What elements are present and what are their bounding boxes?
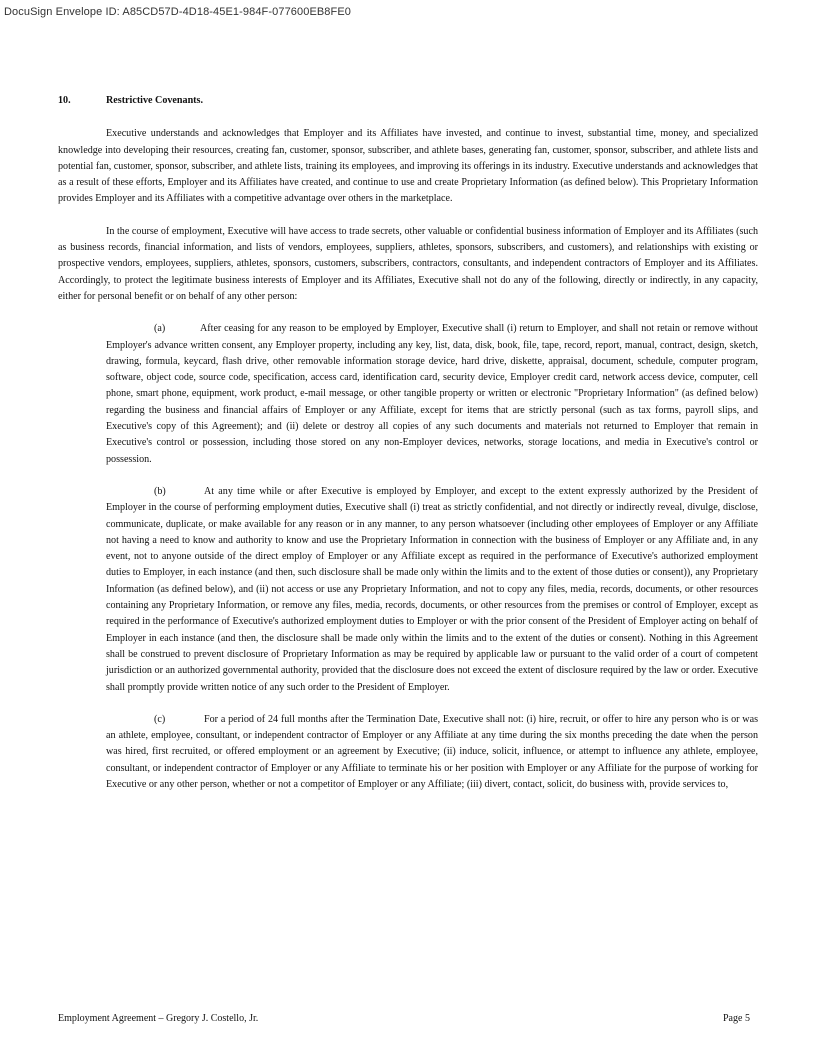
section-title: Restrictive Covenants. [106, 95, 203, 106]
footer-title: Employment Agreement – Gregory J. Costello, Jr. [58, 1013, 259, 1024]
subsection-a [106, 321, 758, 468]
subsection-text: For a period of 24 full months after the Termination Date, Executive shall not: (i) hire, recruit, or offer to hire any person who is or was an athlete, employee, consultant, or independent contractor of Employer or any Affiliate at any time during the six months preceding the date when the person was hired, first recruited, or offered employment or an agreement by Executive; (ii) induce, solicit, influence, or attempt to influence any athlete, employee, consultant, or independent contractor of Employer or any Affiliate to terminate his or her position with Employer or any Affiliate for the purpose of working for Executive or any other person, whether or not a competitor of Employer or any Affiliate; (iii) divert, contact, solicit, do business with, provide services to, [106, 713, 758, 790]
subsection-b [106, 484, 758, 696]
section-number: 10. [58, 95, 71, 106]
subsection-label: (b) [154, 485, 166, 497]
document-body [58, 93, 758, 809]
subsection-label: (a) [154, 323, 166, 335]
subsection-c [106, 712, 758, 793]
subsection-text: After ceasing for any reason to be employed by Employer, Executive shall (i) return to Employer, and shall not retain or remove without Employer's advance written consent, any Employer property, including any key, list, data, disk, book, file, tape, record, report, manual, contract, design, sketch, drawing, formula, keycard, flash drive, other removable information storage device, hard drive, diskette, appraisal, document, schedule, computer program, software, object code, source code, specification, access card, identification card, security device, Employer credit card, network access device, computer, cell phone, smart phone, equipment, work product, e-mail message, or other tangible property or written or electronic "Proprietary Information" (as defined below) regarding the business and financial affairs of Employer or any Affiliate, except for items that are strictly personal (such as tax forms, payroll slips, and Executive's copy of this Agreement); and (ii) delete or destroy all copies of any such documents and materials not returned to Employer that remain in Executive's control or possession, including those stored on any non-Employer devices, networks, storage locations, and media in Executive's control or possession. [106, 323, 758, 465]
subsection-text: At any time while or after Executive is employed by Employer, and except to the extent expressly authorized by the President of Employer in the course of performing employment duties, Executive shall (i) treat as strictly confidential, and not directly or indirectly reveal, divulge, disclose, communicate, duplicate, or make available for any reason or in any manner, to any person whatsoever (including other employees of Employer or any Affiliate not having a need to know and authority to know and use the Proprietary Information in connection with the business of Employer or any Affiliate and, in any event, not to anyone outside of the direct employ of Employer or any Affiliate except as required in the performance of Executive's authorized employment duties to Employer, in each instance (and then, such disclosure shall be made only within the limits and to the extent of those duties or consent)), any Proprietary Information (as defined below), and (ii) not access or use any Proprietary Information, and not to copy any files, media, records, documents, or other resources containing any Proprietary Information, or remove any files, media, records, documents, or other resources from the premises or control of Employer, except as required in the performance of Executive's authorized employment duties to Employer or with the prior consent of the President of Employer acting on behalf of Employer in each instance (and then, the disclosure shall be made only within the limits and to the extent of the duties or consent). Nothing in this Agreement shall be construed to prevent disclosure of Proprietary Information as may be required by applicable law or pursuant to the valid order of a court of competent jurisdiction or an authorized governmental authority, provided that the disclosure does not exceed the extent of disclosure required by the law or order. Executive shall promptly provide written notice of any such order to the President of Employer. [106, 485, 758, 693]
paragraph-access: In the course of employment, Executive will have access to trade secrets, other valuable or confidential business information of Employer and its Affiliates (such as business records, financial information, and lists of vendors, employees, suppliers, athletes, sponsors, subscribers, and customers), and relationships with existing or prospective vendors, employees, suppliers, athletes, sponsors, customers, subscribers, contractors, consultants, and independent contractors of Employer and its Affiliates. Accordingly, to protect the legitimate business interests of Employer and its Affiliates, Executive shall not do any of the following, directly or indirectly, in any capacity, either for personal benefit or on behalf of any other person: [58, 225, 758, 302]
envelope-id: DocuSign Envelope ID: A85CD57D-4D18-45E1-984F-077600EB8FE0 [4, 6, 352, 18]
page-number: Page 5 [723, 1013, 750, 1024]
subsection-label: (c) [154, 713, 166, 725]
section-heading [58, 93, 758, 109]
paragraph-intro: Executive understands and acknowledges that Employer and its Affiliates have invested, and continue to invest, substantial time, money, and specialized knowledge into developing their resources, creating fan, customer, sponsor, subscriber, and athlete bases, generating fan, customer, sponsor, subscriber, and athlete lists and potential fan, customer, sponsor, subscriber, and athlete lists, training its employees, and improving its offerings in its industry. Executive understands and acknowledges that as a result of these efforts, Employer and its Affiliates have created, and continue to use and create Proprietary Information (as defined below). This Proprietary Information provides Employer and its Affiliates with a competitive advantage over others in the marketplace. [58, 128, 758, 205]
